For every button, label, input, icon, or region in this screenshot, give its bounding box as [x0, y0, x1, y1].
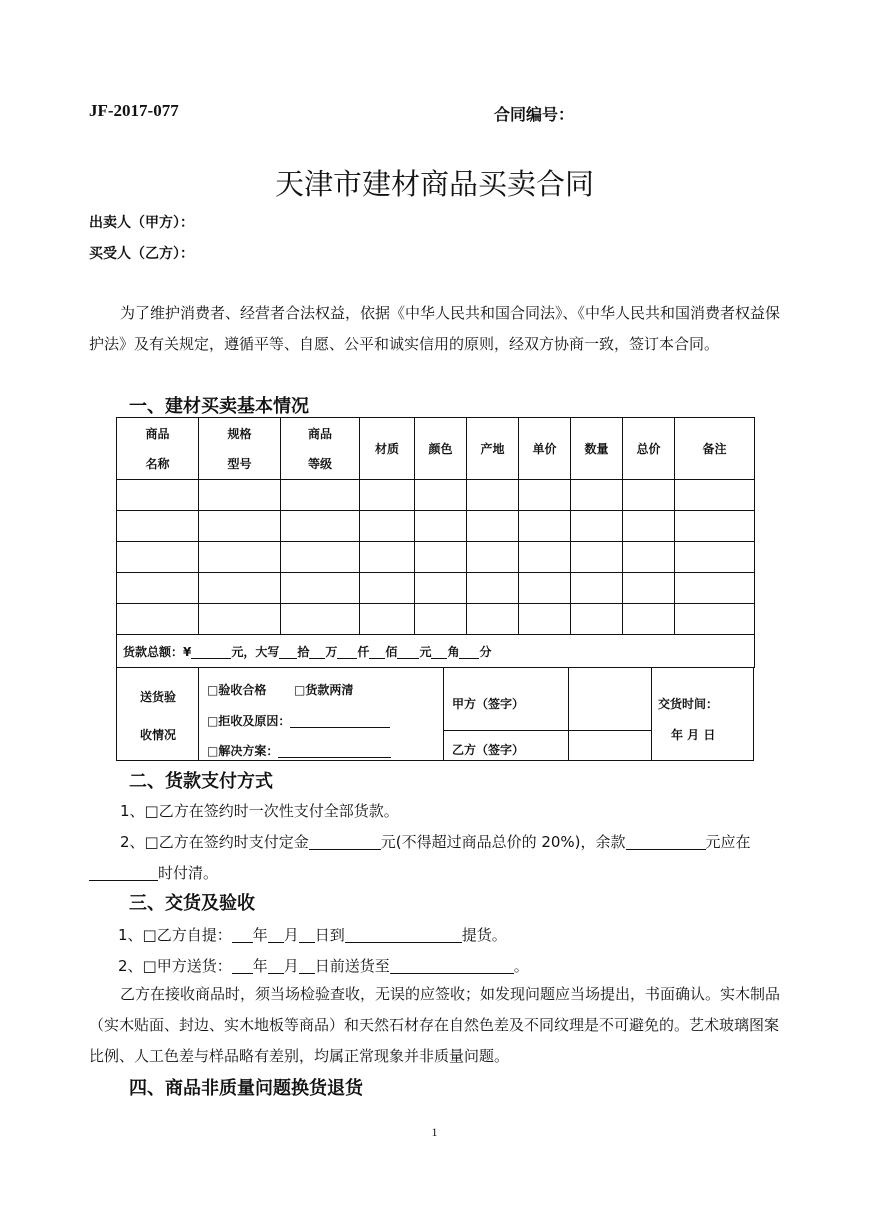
delivery-address-field[interactable]: [390, 957, 514, 974]
seller-label: 出卖人（甲方）：: [89, 215, 194, 231]
option-accepted[interactable]: □验收合格: [207, 683, 267, 697]
table-row: [117, 511, 755, 542]
acceptance-table: [116, 667, 754, 761]
section2-heading: 二、货款支付方式: [129, 771, 273, 792]
col-header-material: 材质: [360, 418, 415, 480]
pickup-location-field[interactable]: [345, 926, 462, 943]
delivery-time-label: 交货时间：: [658, 697, 719, 711]
table-row: [117, 573, 755, 604]
acceptance-label-line1: 送货验: [140, 690, 177, 704]
option-rejected[interactable]: □拒收及原因：: [207, 711, 390, 729]
payment-option-1: 1、□乙方在签约时一次性支付全部货款。: [120, 802, 399, 820]
section3-heading: 三、交货及验收: [129, 893, 255, 914]
section1-heading: 一、建材买卖基本情况: [129, 396, 309, 417]
page-number: 1: [431, 1125, 438, 1139]
table-header-row: [117, 418, 755, 480]
reject-reason-field[interactable]: [290, 711, 390, 728]
col-header-total-price: 总价: [623, 418, 675, 480]
party-a-signature-label: 甲方（签字）: [452, 697, 525, 711]
inspection-paragraph: 乙方在接收商品时，须当场检验查收，无误的应签收；如发现问题应当场提出，书面确认。实木制品（实木贴面、封边、实木地板等商品）和天然石材存在自然色差及不同纹理是不可避免的。艺术玻璃图案比例、人工色差与样品略有差别，均属正常现象并非质量问题。: [89, 985, 781, 1065]
col-header-quantity: 数量: [571, 418, 623, 480]
table-row: [117, 604, 755, 635]
solution-field[interactable]: [278, 741, 391, 758]
table-row: [117, 542, 755, 573]
goods-table: [116, 417, 755, 668]
blank-field[interactable]: [191, 642, 231, 659]
col-header-spec: 规格 型号: [199, 418, 281, 480]
col-header-remarks: 备注: [675, 418, 755, 480]
total-amount-cell: 货款总额：¥ 元，大写 拾 万 仟 佰 元 角 分: [117, 635, 755, 668]
col-header-name: 商品 名称: [117, 418, 199, 480]
contract-number-label: 合同编号：: [494, 105, 575, 124]
delivery-option-2: 2、□甲方送货： 年 月 日前送货至 。: [118, 957, 529, 975]
total-amount-row: [117, 635, 755, 668]
document-code: JF-2017-077: [89, 101, 179, 120]
delivery-date-label: 年 月 日: [671, 728, 716, 742]
buyer-label: 买受人（乙方）：: [89, 246, 194, 262]
delivery-option-1: 1、□乙方自提： 年 月 日到 提货。: [118, 926, 507, 944]
acceptance-label-line2: 收情况: [140, 728, 177, 742]
payment-option-2-cont: 时付清。: [89, 862, 218, 883]
section4-heading: 四、商品非质量问题换货退货: [129, 1078, 363, 1099]
balance-time-field[interactable]: [89, 864, 158, 881]
balance-amount-field[interactable]: [626, 833, 706, 850]
page-title: 天津市建材商品买卖合同: [274, 167, 594, 201]
col-header-unit-price: 单价: [519, 418, 571, 480]
deposit-amount-field[interactable]: [309, 833, 381, 850]
col-header-grade: 商品 等级: [281, 418, 360, 480]
col-header-color: 颜色: [415, 418, 467, 480]
option-solution[interactable]: □解决方案：: [207, 741, 391, 759]
intro-paragraph: 为了维护消费者、经营者合法权益，依据《中华人民共和国合同法》、《中华人民共和国消费者权益保护法》及有关规定，遵循平等、自愿、公平和诚实信用的原则，经双方协商一致，签订本合同。: [89, 304, 781, 353]
col-header-origin: 产地: [467, 418, 519, 480]
option-paid-in-full[interactable]: □货款两清: [294, 683, 354, 697]
party-b-signature-label: 乙方（签字）: [452, 743, 525, 757]
payment-option-2: 2、□乙方在签约时支付定金 元(不得超过商品总价的 20%)，余款 元应在: [120, 833, 751, 851]
table-row: [117, 480, 755, 511]
